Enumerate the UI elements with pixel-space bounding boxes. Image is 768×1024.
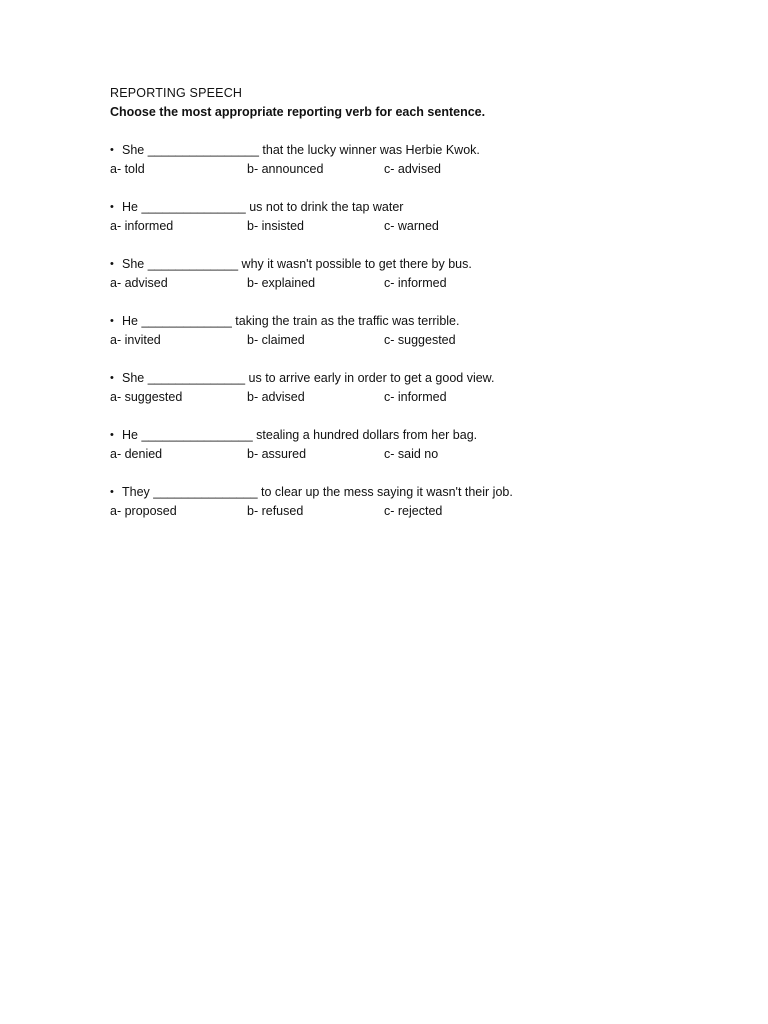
- option-c: c- said no: [384, 447, 439, 461]
- option-b: b- assured: [247, 447, 307, 461]
- question-item: [110, 371, 670, 428]
- question-text: She ______________ us to arrive early in order to get a good view.: [122, 371, 495, 385]
- option-b: b- insisted: [247, 219, 304, 233]
- question-list: [110, 143, 670, 542]
- question-item: [110, 314, 670, 371]
- bullet-icon: •: [110, 201, 114, 213]
- question-stem: [110, 485, 513, 499]
- question-text: He _____________ taking the train as the traffic was terrible.: [122, 314, 460, 328]
- question-text: He ________________ stealing a hundred dollars from her bag.: [122, 428, 478, 442]
- option-a: a- denied: [110, 447, 163, 461]
- option-a: a- informed: [110, 219, 174, 233]
- option-a: a- told: [110, 162, 145, 176]
- question-item: [110, 143, 670, 200]
- bullet-icon: •: [110, 315, 114, 327]
- option-b: b- advised: [247, 390, 305, 404]
- option-c: c- informed: [384, 390, 447, 404]
- answer-options: [110, 276, 670, 294]
- question-stem: [110, 200, 403, 214]
- option-c: c- informed: [384, 276, 447, 290]
- worksheet-title: REPORTING SPEECH: [110, 86, 243, 100]
- option-b: b- claimed: [247, 333, 305, 347]
- question-item: [110, 257, 670, 314]
- question-item: [110, 428, 670, 485]
- option-a: a- suggested: [110, 390, 183, 404]
- answer-options: [110, 390, 670, 408]
- question-stem: [110, 257, 472, 271]
- option-b: b- announced: [247, 162, 324, 176]
- bullet-icon: •: [110, 486, 114, 498]
- answer-options: [110, 333, 670, 351]
- bullet-icon: •: [110, 429, 114, 441]
- option-b: b- refused: [247, 504, 304, 518]
- question-text: She ________________ that the lucky winner was Herbie Kwok.: [122, 143, 480, 157]
- bullet-icon: •: [110, 258, 114, 270]
- question-item: [110, 485, 670, 542]
- question-stem: [110, 143, 480, 157]
- option-a: a- advised: [110, 276, 168, 290]
- option-a: a- proposed: [110, 504, 177, 518]
- answer-options: [110, 219, 670, 237]
- option-c: c- advised: [384, 162, 441, 176]
- option-a: a- invited: [110, 333, 161, 347]
- answer-options: [110, 504, 670, 522]
- option-c: c- rejected: [384, 504, 443, 518]
- question-stem: [110, 371, 494, 385]
- question-text: She _____________ why it wasn't possible to get there by bus.: [122, 257, 472, 271]
- option-c: c- suggested: [384, 333, 456, 347]
- bullet-icon: •: [110, 372, 114, 384]
- answer-options: [110, 162, 670, 180]
- option-c: c- warned: [384, 219, 439, 233]
- bullet-icon: •: [110, 144, 114, 156]
- question-text: He _______________ us not to drink the tap water: [122, 200, 404, 214]
- worksheet-instruction: Choose the most appropriate reporting verb for each sentence.: [110, 105, 486, 119]
- question-item: [110, 200, 670, 257]
- option-b: b- explained: [247, 276, 316, 290]
- answer-options: [110, 447, 670, 465]
- question-stem: [110, 314, 459, 328]
- question-text: They _______________ to clear up the mess saying it wasn't their job.: [122, 485, 513, 499]
- question-stem: [110, 428, 477, 442]
